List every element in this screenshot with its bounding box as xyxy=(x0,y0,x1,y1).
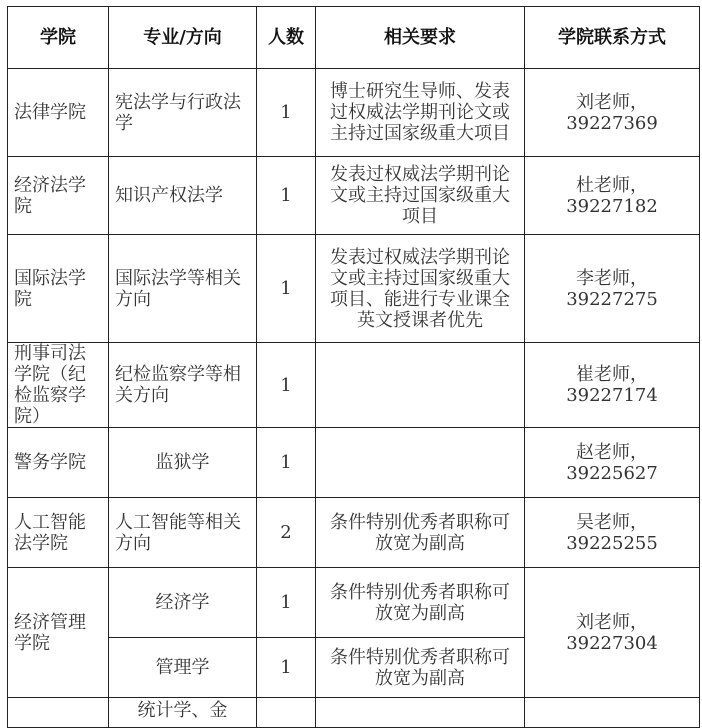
requirements-cell: 发表过权威法学期刊论文或主持过国家级重大项目 xyxy=(316,157,525,235)
major-cell: 经济学 xyxy=(109,568,257,638)
table-row xyxy=(8,498,700,568)
count-cell: 1 xyxy=(257,157,316,235)
table-row xyxy=(8,69,700,157)
contact-cell: 杜老师，39227182 xyxy=(525,157,700,235)
header-row xyxy=(8,7,700,69)
contact-cell: 赵老师，39225627 xyxy=(525,428,700,498)
contact-cell xyxy=(525,698,700,728)
major-cell: 纪检监察学等相关方向 xyxy=(109,343,257,428)
count-cell: 1 xyxy=(257,343,316,428)
major-cell: 人工智能等相关方向 xyxy=(109,498,257,568)
count-cell xyxy=(257,698,316,728)
major-cell: 统计学、金 xyxy=(109,698,257,728)
contact-cell: 刘老师，39227304 xyxy=(525,568,700,698)
table-row xyxy=(8,235,700,343)
table-row xyxy=(8,157,700,235)
contact-cell: 吴老师，39225255 xyxy=(525,498,700,568)
college-cell: 人工智能法学院 xyxy=(8,498,109,568)
major-cell: 宪法学与行政法学 xyxy=(109,69,257,157)
header-count: 人数 xyxy=(257,7,316,69)
requirements-cell: 博士研究生导师、发表过权威法学期刊论文或主持过国家级重大项目 xyxy=(316,69,525,157)
requirements-cell: 条件特别优秀者职称可放宽为副高 xyxy=(316,498,525,568)
college-cell: 国际法学院 xyxy=(8,235,109,343)
recruitment-table xyxy=(7,6,700,728)
requirements-cell: 条件特别优秀者职称可放宽为副高 xyxy=(316,568,525,638)
college-cell: 法律学院 xyxy=(8,69,109,157)
header-contact: 学院联系方式 xyxy=(525,7,700,69)
major-cell: 监狱学 xyxy=(109,428,257,498)
major-cell: 管理学 xyxy=(109,638,257,698)
requirements-cell: 条件特别优秀者职称可放宽为副高 xyxy=(316,638,525,698)
college-cell: 经济管理学院 xyxy=(8,568,109,698)
count-cell: 1 xyxy=(257,69,316,157)
table-row xyxy=(8,428,700,498)
table-row xyxy=(8,568,700,638)
count-cell: 1 xyxy=(257,428,316,498)
header-major: 专业/方向 xyxy=(109,7,257,69)
major-cell: 国际法学等相关方向 xyxy=(109,235,257,343)
college-cell xyxy=(8,698,109,728)
count-cell: 2 xyxy=(257,498,316,568)
requirements-cell xyxy=(316,343,525,428)
count-cell: 1 xyxy=(257,568,316,638)
count-cell: 1 xyxy=(257,638,316,698)
contact-cell: 刘老师，39227369 xyxy=(525,69,700,157)
count-cell: 1 xyxy=(257,235,316,343)
college-cell: 警务学院 xyxy=(8,428,109,498)
college-cell: 经济法学院 xyxy=(8,157,109,235)
header-college: 学院 xyxy=(8,7,109,69)
requirements-cell xyxy=(316,698,525,728)
requirements-cell: 发表过权威法学期刊论文或主持过国家级重大项目、能进行专业课全英文授课者优先 xyxy=(316,235,525,343)
header-requirements: 相关要求 xyxy=(316,7,525,69)
contact-cell: 李老师，39227275 xyxy=(525,235,700,343)
major-cell: 知识产权法学 xyxy=(109,157,257,235)
requirements-cell xyxy=(316,428,525,498)
table-row xyxy=(8,343,700,428)
contact-cell: 崔老师，39227174 xyxy=(525,343,700,428)
college-cell: 刑事司法学院（纪检监察学院） xyxy=(8,343,109,428)
table-row-partial xyxy=(8,698,700,728)
